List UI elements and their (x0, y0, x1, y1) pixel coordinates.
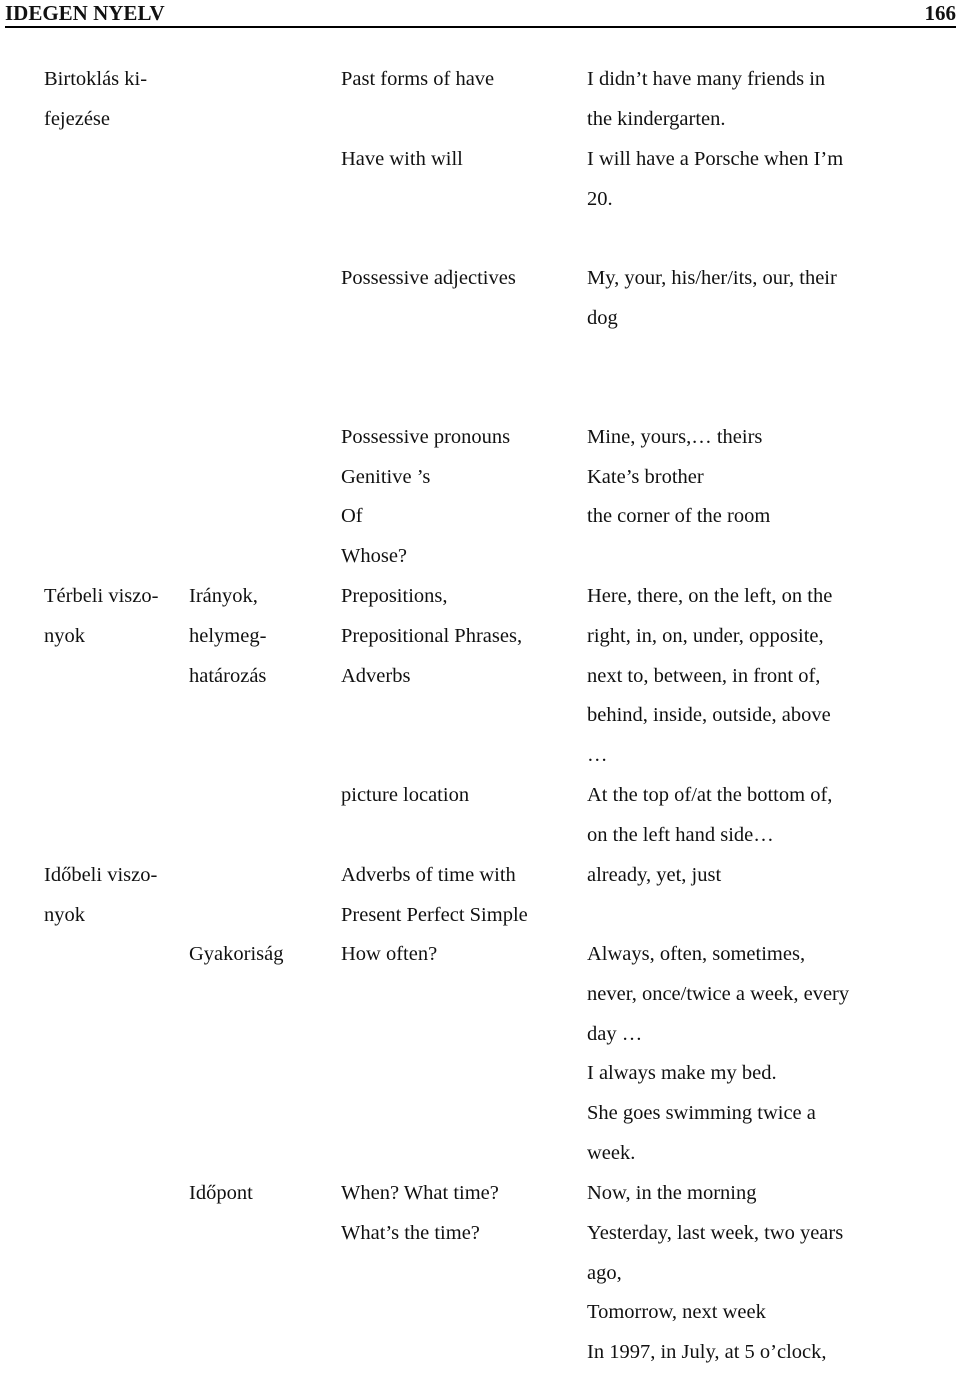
example-cell (587, 60, 825, 140)
text-line: Now, in the morning (587, 1182, 757, 1204)
text-line: Possessive adjectives (341, 267, 516, 289)
subcategory-cell (189, 935, 284, 975)
text-line: Gyakoriság (189, 943, 284, 965)
text-line: How often? (341, 943, 438, 965)
structure-cell (341, 577, 522, 696)
text-line: helymeg- (189, 624, 267, 647)
text-line: never, once/twice a week, every (587, 982, 850, 1005)
text-line: I didn’t have many friends in (587, 68, 826, 90)
example-cell (587, 1174, 843, 1373)
text-line: already, yet, just (587, 864, 722, 886)
example-cell (587, 497, 770, 537)
text-line: Időbeli viszo- (44, 864, 158, 886)
example-cell (587, 140, 843, 220)
text-line: I always make my bed. (587, 1062, 777, 1085)
text-line: week. (587, 1141, 636, 1164)
text-line: Here, there, on the left, on the (587, 585, 833, 607)
text-line: Always, often, sometimes, (587, 943, 806, 965)
text-line: Prepositional Phrases, (341, 624, 523, 647)
text-line: I will have a Porsche when I’m (587, 148, 844, 170)
structure-cell (341, 60, 494, 100)
text-line: Időpont (189, 1182, 253, 1204)
text-line: right, in, on, under, opposite, (587, 624, 824, 647)
text-line: the kindergarten. (587, 107, 726, 130)
page-number: 166 (924, 1, 956, 25)
text-line: My, your, his/her/its, our, their (587, 267, 837, 289)
category-cell (44, 577, 158, 657)
text-line: fejezése (44, 107, 110, 130)
subcategory-cell (189, 577, 266, 696)
example-cell (587, 776, 832, 856)
example-cell (587, 458, 704, 498)
text-line: Kate’s brother (587, 466, 704, 488)
text-line: At the top of/at the bottom of, (587, 784, 833, 806)
text-line: Of (341, 505, 363, 527)
text-line: határozás (189, 664, 267, 687)
text-line: Mine, yours,… theirs (587, 426, 763, 448)
header-title: IDEGEN NYELV (5, 1, 165, 25)
text-line: Irányok, (189, 585, 258, 607)
structure-cell (341, 935, 437, 975)
text-line: Birtoklás ki- (44, 68, 148, 90)
text-line: picture location (341, 784, 470, 806)
text-line: What’s the time? (341, 1221, 480, 1244)
structure-cell (341, 856, 528, 936)
text-line: She goes swimming twice a (587, 1102, 816, 1125)
structure-cell (341, 1174, 499, 1254)
example-cell (587, 577, 832, 776)
structure-cell (341, 259, 516, 299)
structure-cell (341, 458, 430, 498)
text-line: In 1997, in July, at 5 o’clock, (587, 1341, 827, 1364)
structure-cell (341, 140, 463, 180)
text-line: 20. (587, 187, 613, 210)
example-cell (587, 935, 849, 1174)
text-line: Adverbs of time with (341, 864, 516, 886)
text-line: Térbeli viszo- (44, 585, 159, 607)
category-cell (44, 856, 157, 936)
text-line: Tomorrow, next week (587, 1301, 766, 1324)
text-line: When? What time? (341, 1182, 499, 1204)
text-line: Adverbs (341, 664, 411, 687)
text-line: Yesterday, last week, two years (587, 1221, 844, 1244)
text-line: ago, (587, 1261, 622, 1284)
text-line: next to, between, in front of, (587, 664, 821, 687)
example-cell (587, 418, 762, 458)
category-cell (44, 60, 147, 140)
text-line: Possessive pronouns (341, 426, 511, 448)
text-line: Present Perfect Simple (341, 903, 528, 926)
text-line: Whose? (341, 545, 408, 567)
structure-cell (341, 418, 510, 458)
text-line: day … (587, 1022, 643, 1045)
example-cell (587, 259, 837, 339)
text-line: on the left hand side… (587, 823, 774, 846)
structure-cell (341, 537, 407, 577)
text-line: behind, inside, outside, above (587, 704, 831, 727)
example-cell (587, 856, 721, 896)
text-line: the corner of the room (587, 505, 771, 527)
text-line: Genitive ’s (341, 466, 431, 488)
subcategory-cell (189, 1174, 253, 1214)
text-line: Have with will (341, 148, 463, 170)
text-line: … (587, 744, 608, 767)
structure-cell (341, 497, 363, 537)
text-line: nyok (44, 624, 85, 647)
structure-cell (341, 776, 469, 816)
text-line: dog (587, 306, 618, 329)
text-line: Past forms of have (341, 68, 495, 90)
text-line: nyok (44, 903, 85, 926)
text-line: Prepositions, (341, 585, 448, 607)
